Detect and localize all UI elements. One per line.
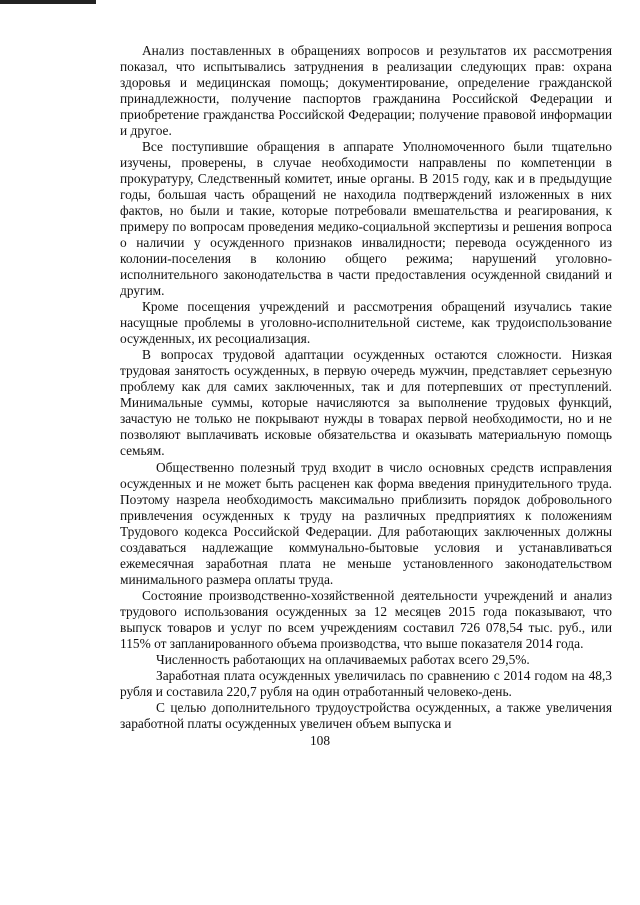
- paragraph-1: Анализ поставленных в обращениях вопросов и результатов их рассмотрения показал, что испытывались затруднения в реализации следующих прав: охрана здоровья и медицинская помощь; документирование, определение гражданской принадлежности, получение паспортов гражданина Российской Федерации и приобретение гражданства Российской Федерации; получение правовой информации и другое.: [120, 43, 612, 138]
- paragraph-7: Численность работающих на оплачиваемых работах всего 29,5%.: [156, 652, 530, 667]
- paragraph-6: Состояние производственно-хозяйственной деятельности учреждений и анализ трудового использования осужденных за 12 месяцев 2015 года показывают, что выпуск товаров и услуг по всем учреждениям составил 726 078,54 тыс. руб., или 115% от запланированного объема производства, что выше показателя 2014 года.: [120, 588, 612, 651]
- paragraph-2: Все поступившие обращения в аппарате Уполномоченного были тщательно изучены, проверены, в случае необходимости направлены по компетенции в прокуратуру, Следственный комитет, иные органы. В 2015 году, как и в предыдущие годы, большая часть обращений не находила подтверждений изложенных в них фактов, но были и такие, которые потребовали вмешательства и реагирования, к примеру по вопросам проведения медико-социальной экспертизы и решения вопроса о наличии у осужденного признаков инвалидности; перевода осужденного из колонии-поселения в колонию общего режима; нарушений уголовно-исполнительного законодательства в части предоставления осужденной свиданий и другим.: [120, 139, 612, 298]
- paragraph-3: Кроме посещения учреждений и рассмотрения обращений изучались такие насущные проблемы в уголовно-исполнительной системе, как трудоиспользование осужденных, их ресоциализация.: [120, 299, 612, 346]
- document-page: [120, 43, 612, 732]
- paragraph-5: Общественно полезный труд входит в число основных средств исправления осужденных и не может быть расценен как форма введения принудительного труда. Поэтому назрела необходимость максимально приблизить порядок добровольного привлечения осужденных к труду на различных предприятиях к положениям Трудового кодекса Российской Федерации. Для работающих заключенных должны создаваться надлежащие коммунально-бытовые условия и устанавливаться ежемесячная заработная плата не меньше установленного законодательством минимального размера оплаты труда.: [120, 460, 612, 587]
- scan-edge-mark: [0, 0, 96, 4]
- paragraph-9: С целью дополнительного трудоустройства осужденных, а также увеличения заработной платы осужденных увеличен объем выпуска и: [120, 700, 612, 731]
- paragraph-4: В вопросах трудовой адаптации осужденных остаются сложности. Низкая трудовая занятость осужденных, в первую очередь мужчин, представляет серьезную проблему как для самих заключенных, так и для потерпевших от преступлений. Минимальные суммы, которые начисляются за выполнение трудовых функций, зачастую не только не покрывают нужды в товарах первой необходимости, но и не позволяют выплачивать исковые обязательства и оказывать материальную помощь семьям.: [120, 347, 612, 458]
- page-number: 108: [309, 733, 331, 748]
- paragraph-8: Заработная плата осужденных увеличилась по сравнению с 2014 годом на 48,3 рубля и составила 220,7 рубля на один отработанный человеко-день.: [120, 668, 612, 699]
